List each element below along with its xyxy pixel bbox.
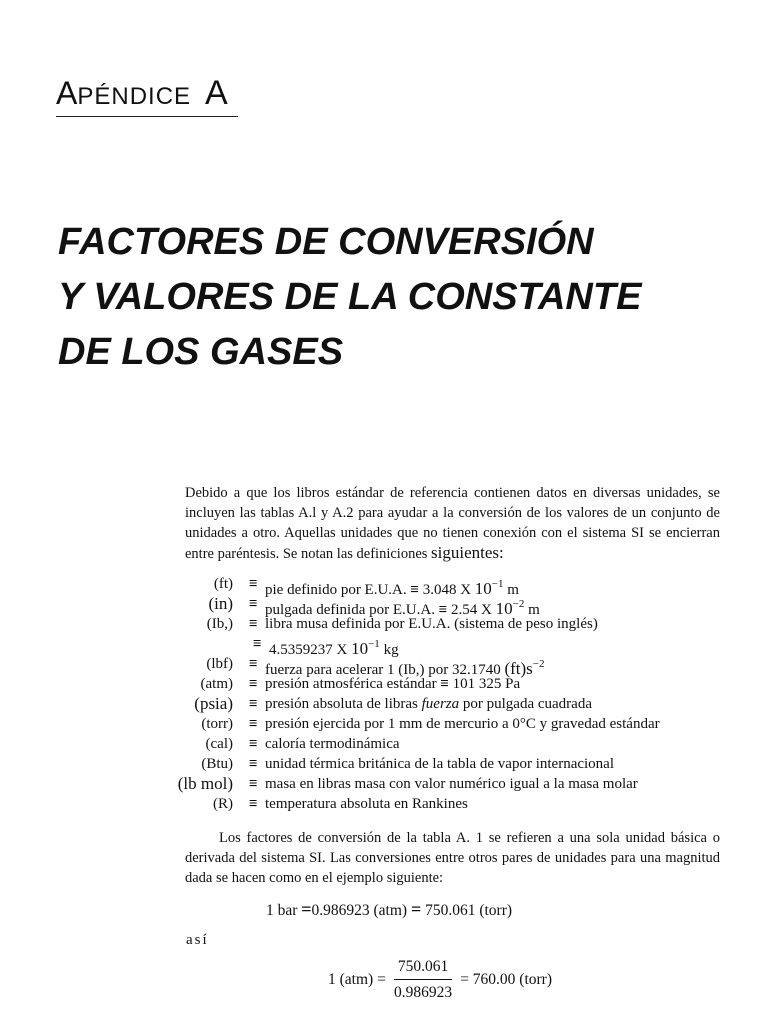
- def-symbol: (torr): [201, 716, 233, 732]
- equiv-sign: ≡: [249, 756, 258, 772]
- equiv-sign: ≡: [440, 676, 449, 692]
- title-line-3: DE LOS GASES: [58, 331, 344, 373]
- equals-sign: =: [410, 899, 422, 919]
- def-description-end: por pulgada cuadrada: [462, 696, 592, 712]
- def-description: masa en libras masa con valor numérico igual a la masa molar: [265, 776, 638, 792]
- equiv-sign: ≡: [249, 616, 258, 632]
- appendix-heading: [56, 74, 238, 117]
- def-description: pie definido por E.U.A.: [265, 582, 407, 598]
- fraction-denominator: 0.986923: [393, 984, 453, 1001]
- equiv-sign: ≡: [249, 736, 258, 752]
- definition-btu: [185, 754, 725, 774]
- def-value: 2.54: [451, 602, 478, 618]
- power-exponent: −2: [512, 598, 525, 610]
- fraction-numerator: 750.061: [394, 958, 452, 980]
- appendix-word: PÉNDICE: [77, 83, 192, 110]
- title-line-1: FACTORES DE CONVERSIÓN: [58, 221, 594, 263]
- def-description: unidad térmica británica de la tabla de vapor internacional: [265, 756, 615, 772]
- conversion-paragraph: Los factores de conversión de la tabla A. 1 se refieren a una sola unidad básica o derivada del sistema SI. Las conversiones entre otros pares de unidades para una magnitud dada se hacen como en el ejemplo siguiente:: [185, 830, 720, 886]
- definition-ft: [185, 574, 725, 598]
- equiv-sign: ≡: [438, 602, 448, 618]
- power-exponent: −1: [491, 578, 504, 590]
- def-text: [265, 674, 520, 694]
- def-description: temperatura absoluta en Rankines: [265, 796, 468, 812]
- definition-r: [185, 794, 725, 814]
- def-symbol: (ft): [213, 576, 233, 592]
- def-description: pulgada definida por E.U.A.: [265, 602, 435, 618]
- power-base: 10: [474, 579, 492, 598]
- title-line-2: Y VALORES DE LA CONSTANTE: [58, 276, 642, 318]
- fraction-rhs: = 760.00 (torr): [460, 971, 553, 988]
- def-text: [265, 694, 592, 714]
- equiv-sign: ≡: [249, 776, 258, 792]
- definition-torr: [185, 714, 725, 734]
- power-base: 10: [351, 639, 369, 658]
- def-description: presión absoluta de libras: [265, 696, 418, 712]
- equiv-sign: ≡: [249, 576, 258, 592]
- def-symbol: (cal): [205, 736, 233, 752]
- equiv-sign: ≡: [410, 582, 419, 598]
- equiv-sign: ≡: [249, 796, 258, 812]
- eq-value-torr: 750.061 (torr): [425, 902, 513, 919]
- fraction: [394, 958, 452, 1002]
- def-description: presión atmosférica estándar: [265, 676, 437, 692]
- appendix-initial: A: [56, 75, 78, 111]
- fraction-equation: [328, 958, 552, 1002]
- power-base: 10: [495, 599, 513, 618]
- def-value: 101 325 Pa: [452, 676, 521, 692]
- def-description: libra musa definida por E.U.A. (sistema de peso inglés): [265, 616, 598, 632]
- asi-word: así: [186, 932, 209, 948]
- def-value: 3.048: [422, 582, 457, 598]
- equiv-sign: ≡: [249, 696, 258, 712]
- times-sign: X: [336, 642, 348, 658]
- definition-atm: [185, 674, 725, 694]
- example-equation: [0, 899, 768, 920]
- equals-sign: =: [301, 899, 312, 919]
- equiv-sign: ≡: [249, 596, 258, 612]
- def-symbol: (psia): [194, 694, 233, 713]
- def-unit: m: [528, 602, 540, 618]
- definitions-list: [177, 574, 725, 814]
- def-unit: kg: [383, 642, 399, 658]
- definition-lbm-continued: [185, 634, 725, 658]
- definition-in: [185, 594, 725, 618]
- equiv-sign: ≡: [249, 676, 258, 692]
- intro-text: Debido a que los libros estándar de referencia contienen datos en diversas unidades, se incluyen las tablas A.l y A.2 para ayudar a la conversión de los valores de un conjunto de unidades a otro. Aquellas unidades que no tienen conexión con el sistema SI se encierran entre paréntesis. Se notan las definiciones: [185, 485, 720, 562]
- eq-lhs: 1 bar: [265, 902, 298, 919]
- def-symbol: (lb mol): [177, 774, 233, 793]
- definition-cal: [185, 734, 725, 754]
- definition-lbm: [185, 614, 725, 634]
- def-value: 4.5359237: [269, 642, 333, 658]
- def-symbol: (atm): [200, 676, 233, 692]
- times-sign: X: [481, 602, 492, 618]
- equiv-sign: ≡: [253, 636, 262, 652]
- fraction-lhs: 1 (atm) =: [328, 971, 386, 988]
- def-symbol: (in): [208, 594, 233, 613]
- power-exponent: −1: [368, 638, 380, 650]
- def-symbol: (R): [213, 796, 233, 812]
- equiv-sign: ≡: [249, 656, 258, 672]
- def-symbol: (Ib,): [206, 616, 233, 632]
- definition-lbmol: [177, 774, 725, 794]
- power-exponent: −2: [532, 658, 545, 670]
- def-description: fuerza para acelerar 1 (Ib,) por 32.1740: [265, 662, 501, 678]
- eq-value-atm: 0.986923 (atm): [311, 902, 408, 919]
- intro-paragraph: [185, 483, 720, 564]
- def-unit: (ft)s: [504, 659, 533, 678]
- intro-last-word: siguientes:: [431, 543, 504, 562]
- def-italic-word: fuerza: [421, 696, 460, 712]
- definition-lbf: [185, 654, 725, 678]
- equiv-sign: ≡: [249, 716, 258, 732]
- def-symbol: (lbf): [206, 656, 233, 672]
- definition-psia: [185, 694, 725, 714]
- appendix-letter: A: [205, 74, 228, 112]
- def-unit: m: [507, 582, 519, 598]
- def-symbol: (Btu): [201, 756, 233, 772]
- page-title: [58, 215, 738, 380]
- def-description: presión ejercida por 1 mm de mercurio a 0°C y gravedad estándar: [265, 716, 660, 732]
- def-description: caloría termodinámica: [265, 736, 400, 752]
- times-sign: X: [460, 582, 472, 598]
